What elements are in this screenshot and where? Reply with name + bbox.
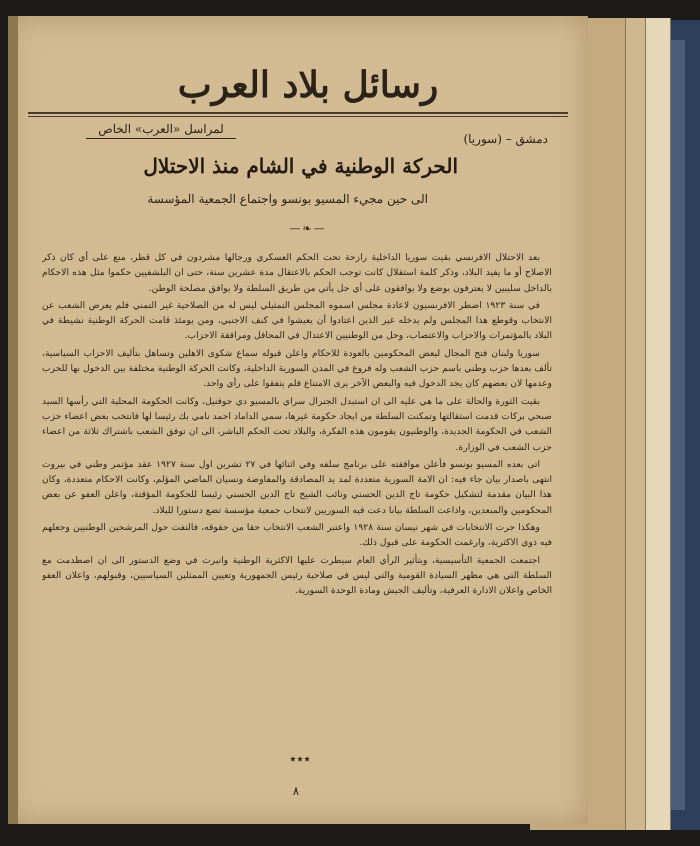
end-mark: ٭٭٭ xyxy=(289,752,311,767)
paragraph: اجتمعت الجمعية التأسيسية، وبتأثير الرأي العام سيطرت عليها الاكثرية الوطنية وانبرت في وضع الدستور الى ان اصطدمت مع السلطة التي هي مظهر السيادة القومية والتي ليس في صلاحية رئيس الجمهورية وتعيين الممثلين السياسيين، وقبولهم، واعلان العفو الخاص واعلان الادارة العرفية، وتأليف الجيش ومادة الوحدة السورية. xyxy=(42,554,552,597)
article-body xyxy=(42,250,552,750)
title-ornament: —❧— xyxy=(289,222,327,235)
paragraph: اتى بعده المسيو بونسو فأعلن موافقته على برنامج سلفه وفي اثنائها في ٢٧ تشرين اول سنة ١٩٢٧ عقد مؤتمر وطني في بيروت انتهى باصدار بيان جاء فيه: ان الامة السورية متعددة لمد يد المصادقة والمفاوضة ونسيان الماضي المؤلم، وكانت الاحكام متعددة، وكان هذا البيان مقدمة لتشكيل حكومة تاج الدين الحسني ونائب الشيخ تاج الدين الحسني رئيسا للحكومة المؤقتة، واعلن العفو عن بعض المحكومين والمبعدين، واذاعت السلطة بيانا دعت فيه السوريين لانتخاب جمعية مؤسسة تضع دستورا للبلاد. xyxy=(42,458,552,516)
paragraph: سوريا ولبنان فتح المجال لبعض المحكومين بالعودة للاحكام واعلن قبوله سماع شكوى الاهلين وتساهل بتأليف الاحزاب السياسية، تألف بعدها حزب وطني باسم حزب الشعب وله فروع في المدن السورية الداخلية، وكانت الحركة الوطنية مختلفة بين الدخول بها للحرب وعدمها لان بعضهم كان يجد الدخول فيه والبعض الآخر يرى الامتناع فلم يتفقوا على رأي واحد. xyxy=(42,347,552,390)
article-title: الحركة الوطنية في الشام منذ الاحتلال xyxy=(143,154,458,178)
masthead: رسائل بلاد العرب xyxy=(177,64,439,106)
header-rule-thin xyxy=(28,116,568,117)
page-gutter xyxy=(8,16,18,824)
document-page xyxy=(8,16,588,824)
dateline: دمشق – (سوريا) xyxy=(463,132,548,146)
header-rule xyxy=(28,112,568,114)
paragraph: بعد الاحتلال الافرنسي بقيت سوريا الداخلية رازحة تحت الحكم العسكري ورجالها مشردون في كل قطر، منع على أي كان ذكر الاصلاح أو ما يفيد البلاد، وذكر كلمة استقلال كانت توجب الحكم بالاعتقال مدة عشرين سنة، حتى ان البلشفيين حكموا مثل هذه الاحكام بالداخل سليبين لا يعترفون بوضع ولا يوافقون على أي حل يأتي من طريق السلطة ولا يوافق مصلحة الوطن. xyxy=(42,252,552,294)
paragraph: في سنة ١٩٢٣ اضطر الافرنسيون لاعادة مجلس اسموه المجلس التمثيلي ليس له من الصلاحية غير التمني فلم يعرض الشعب عن الانتخاب وقوطع هذا المجلس ولم يدخله غير الذين اعتادوا أن يعيشوا في كنف الاجنبي، ومن يومئذ قامت الحركة الوطنية نشيطة في البلاد بالمؤتمرات والاحزاب والاعتصاب، وحل من الوطنيين الاعتدال في المحافل ومرافقة الاحزاب. xyxy=(42,299,552,342)
correspondent-label: لمراسل «العرب» الخاص xyxy=(86,122,236,139)
paragraph: بقيت الثورة والحالة على ما هي عليه الى ان استبدل الجنرال سراي بالمسيو دي جوفنيل، وكانت الحكومة المحلية التي رأسها السيد صبحي بركات قدمت استقالتها وتمكنت السلطة من ايجاد حكومة غيرها، سمي الداماد احمد نامي بك رئيسا لها فانتخب بعض اعضاء حزب الشعب في الحكومة الجديدة، والوطنيون يقومون هذه الفكرة، والبلاد تحت الحكم الباشر، الى ان توفق الشعب باشتراك ثلاثة من اعضاء حزب الشعب في الوزارة. xyxy=(42,395,552,453)
page-number: ٨ xyxy=(292,784,300,798)
article-subtitle: الى حين مجيء المسيو بونسو واجتماع الجمعية المؤسسة xyxy=(147,192,428,206)
paragraph: وهكذا جرت الانتخابات في شهر نيسان سنة ١٩٢٨ واعتبر الشعب الانتخاب حقا من حقوقه، فالتفت حول المرشحين الوطنيين وجعلهم فيه ذوي الاكثرية، وارغمت الحكومة على قبول ذلك. xyxy=(42,522,552,549)
